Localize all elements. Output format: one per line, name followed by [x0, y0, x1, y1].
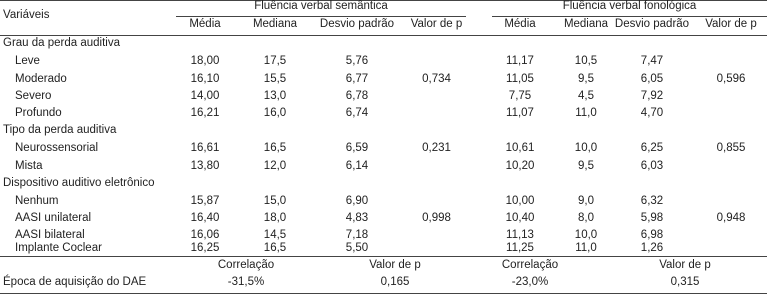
- cell-value: 6,59: [345, 142, 369, 154]
- cell-value: 15,5: [263, 73, 287, 85]
- correlation-semantic: -31,5%: [227, 276, 265, 288]
- cell-value: 14,5: [263, 229, 287, 241]
- p-value-semantic: 0,998: [422, 212, 451, 224]
- cell-value: 6,14: [345, 160, 369, 172]
- cell-value: 18,00: [190, 55, 220, 67]
- row-label: Neurossensorial: [15, 142, 99, 154]
- cell-value: 4,5: [578, 90, 594, 102]
- cell-value: 10,20: [505, 160, 535, 172]
- rule-group-right: [492, 16, 767, 17]
- cell-value: 10,5: [574, 55, 598, 67]
- variables-header: Variáveis: [3, 9, 50, 21]
- cell-value: 9,0: [578, 195, 594, 207]
- cell-value: 6,03: [640, 160, 664, 172]
- cell-value: 4,83: [345, 212, 369, 224]
- p-semantic: 0,165: [380, 276, 410, 288]
- row-label: Profundo: [15, 107, 62, 119]
- cell-value: 18,0: [263, 212, 287, 224]
- cell-value: 16,0: [263, 107, 287, 119]
- cell-value: 6,78: [345, 90, 369, 102]
- row-label: Mista: [15, 160, 43, 172]
- cell-value: 9,5: [578, 73, 594, 85]
- cell-value: 7,18: [345, 229, 369, 241]
- cell-value: 16,06: [190, 229, 220, 241]
- cell-value: 5,50: [345, 242, 369, 254]
- cell-value: 13,0: [263, 90, 287, 102]
- p-value-semantic: 0,231: [422, 142, 451, 154]
- cell-value: 6,77: [345, 73, 369, 85]
- correlation-row-label: Época de aquisição do DAE: [3, 276, 147, 288]
- p-value-phonological: 0,596: [716, 73, 746, 85]
- col-median-2: Mediana: [563, 18, 609, 30]
- p-value-semantic: 0,734: [422, 73, 451, 85]
- cell-value: 16,5: [263, 142, 287, 154]
- cell-value: 11,0: [575, 242, 597, 254]
- col-p-1: Valor de p: [410, 18, 463, 30]
- cell-value: 6,98: [640, 229, 664, 241]
- col-p-2: Valor de p: [705, 18, 757, 30]
- cell-value: 13,80: [190, 160, 220, 172]
- cell-value: 12,0: [263, 160, 287, 172]
- rule-group-left: [176, 16, 466, 17]
- cell-value: 16,40: [190, 212, 220, 224]
- cell-value: 9,5: [578, 160, 594, 172]
- col-median-1: Mediana: [252, 18, 298, 30]
- cell-value: 10,0: [574, 142, 598, 154]
- cell-value: 17,5: [263, 55, 287, 67]
- group-semantic-title: Fluência verbal semântica: [254, 0, 388, 12]
- col-sd-1: Desvio padrão: [319, 18, 395, 30]
- rule-before-correlation: [0, 256, 767, 257]
- cell-value: 6,05: [640, 73, 664, 85]
- cell-value: 6,74: [345, 107, 369, 119]
- cell-value: 10,0: [574, 229, 598, 241]
- row-label: Severo: [15, 90, 52, 102]
- cell-value: 7,92: [640, 90, 664, 102]
- cell-value: 16,5: [263, 242, 287, 254]
- cell-value: 16,25: [190, 242, 220, 254]
- correlation-phonological: -23,0%: [511, 276, 549, 288]
- section-title-device: Dispositivo auditivo eletrônico: [3, 177, 155, 189]
- row-label: Leve: [15, 55, 40, 67]
- row-label: Nenhum: [15, 195, 59, 207]
- cell-value: 6,32: [640, 195, 664, 207]
- cell-value: 6,90: [345, 195, 369, 207]
- cell-value: 16,61: [190, 142, 220, 154]
- cell-value: 11,13: [506, 229, 534, 241]
- cell-value: 8,0: [578, 212, 594, 224]
- cell-value: 5,76: [345, 55, 369, 67]
- section-title-degree: Grau da perda auditiva: [3, 37, 120, 49]
- cell-value: 16,10: [190, 73, 220, 85]
- row-label: Moderado: [15, 73, 67, 85]
- row-label: AASI unilateral: [15, 212, 92, 224]
- p-header-phonological: Valor de p: [659, 259, 711, 271]
- rule-header-bottom: [0, 35, 767, 36]
- cell-value: 5,98: [640, 212, 664, 224]
- correlation-header-semantic: Correlação: [217, 259, 275, 271]
- cell-value: 10,40: [505, 212, 535, 224]
- cell-value: 16,21: [190, 107, 220, 119]
- cell-value: 15,87: [190, 195, 220, 207]
- col-sd-2: Desvio padrão: [614, 18, 690, 30]
- cell-value: 1,26: [640, 242, 664, 254]
- correlation-header-phonological: Correlação: [501, 259, 559, 271]
- cell-value: 10,00: [505, 195, 535, 207]
- col-mean-2: Média: [504, 18, 536, 30]
- cell-value: 11,05: [506, 73, 534, 85]
- cell-value: 11,17: [506, 55, 534, 67]
- cell-value: 11,07: [506, 107, 534, 119]
- row-label: AASI bilateral: [15, 229, 85, 241]
- cell-value: 11,0: [575, 107, 597, 119]
- cell-value: 11,25: [506, 242, 534, 254]
- p-phonological: 0,315: [670, 276, 700, 288]
- cell-value: 14,00: [190, 90, 220, 102]
- p-value-phonological: 0,948: [716, 212, 746, 224]
- group-phonological-title: Fluência verbal fonológica: [562, 0, 697, 12]
- cell-value: 15,0: [263, 195, 287, 207]
- cell-value: 6,25: [640, 142, 664, 154]
- cell-value: 7,47: [640, 55, 664, 67]
- p-value-phonological: 0,855: [716, 142, 746, 154]
- p-header-semantic: Valor de p: [369, 259, 421, 271]
- col-mean-1: Média: [189, 18, 221, 30]
- row-label: Implante Coclear: [15, 242, 102, 254]
- cell-value: 10,61: [505, 142, 535, 154]
- section-title-type: Tipo da perda auditiva: [3, 124, 117, 136]
- cell-value: 7,75: [508, 90, 532, 102]
- cell-value: 4,70: [640, 107, 664, 119]
